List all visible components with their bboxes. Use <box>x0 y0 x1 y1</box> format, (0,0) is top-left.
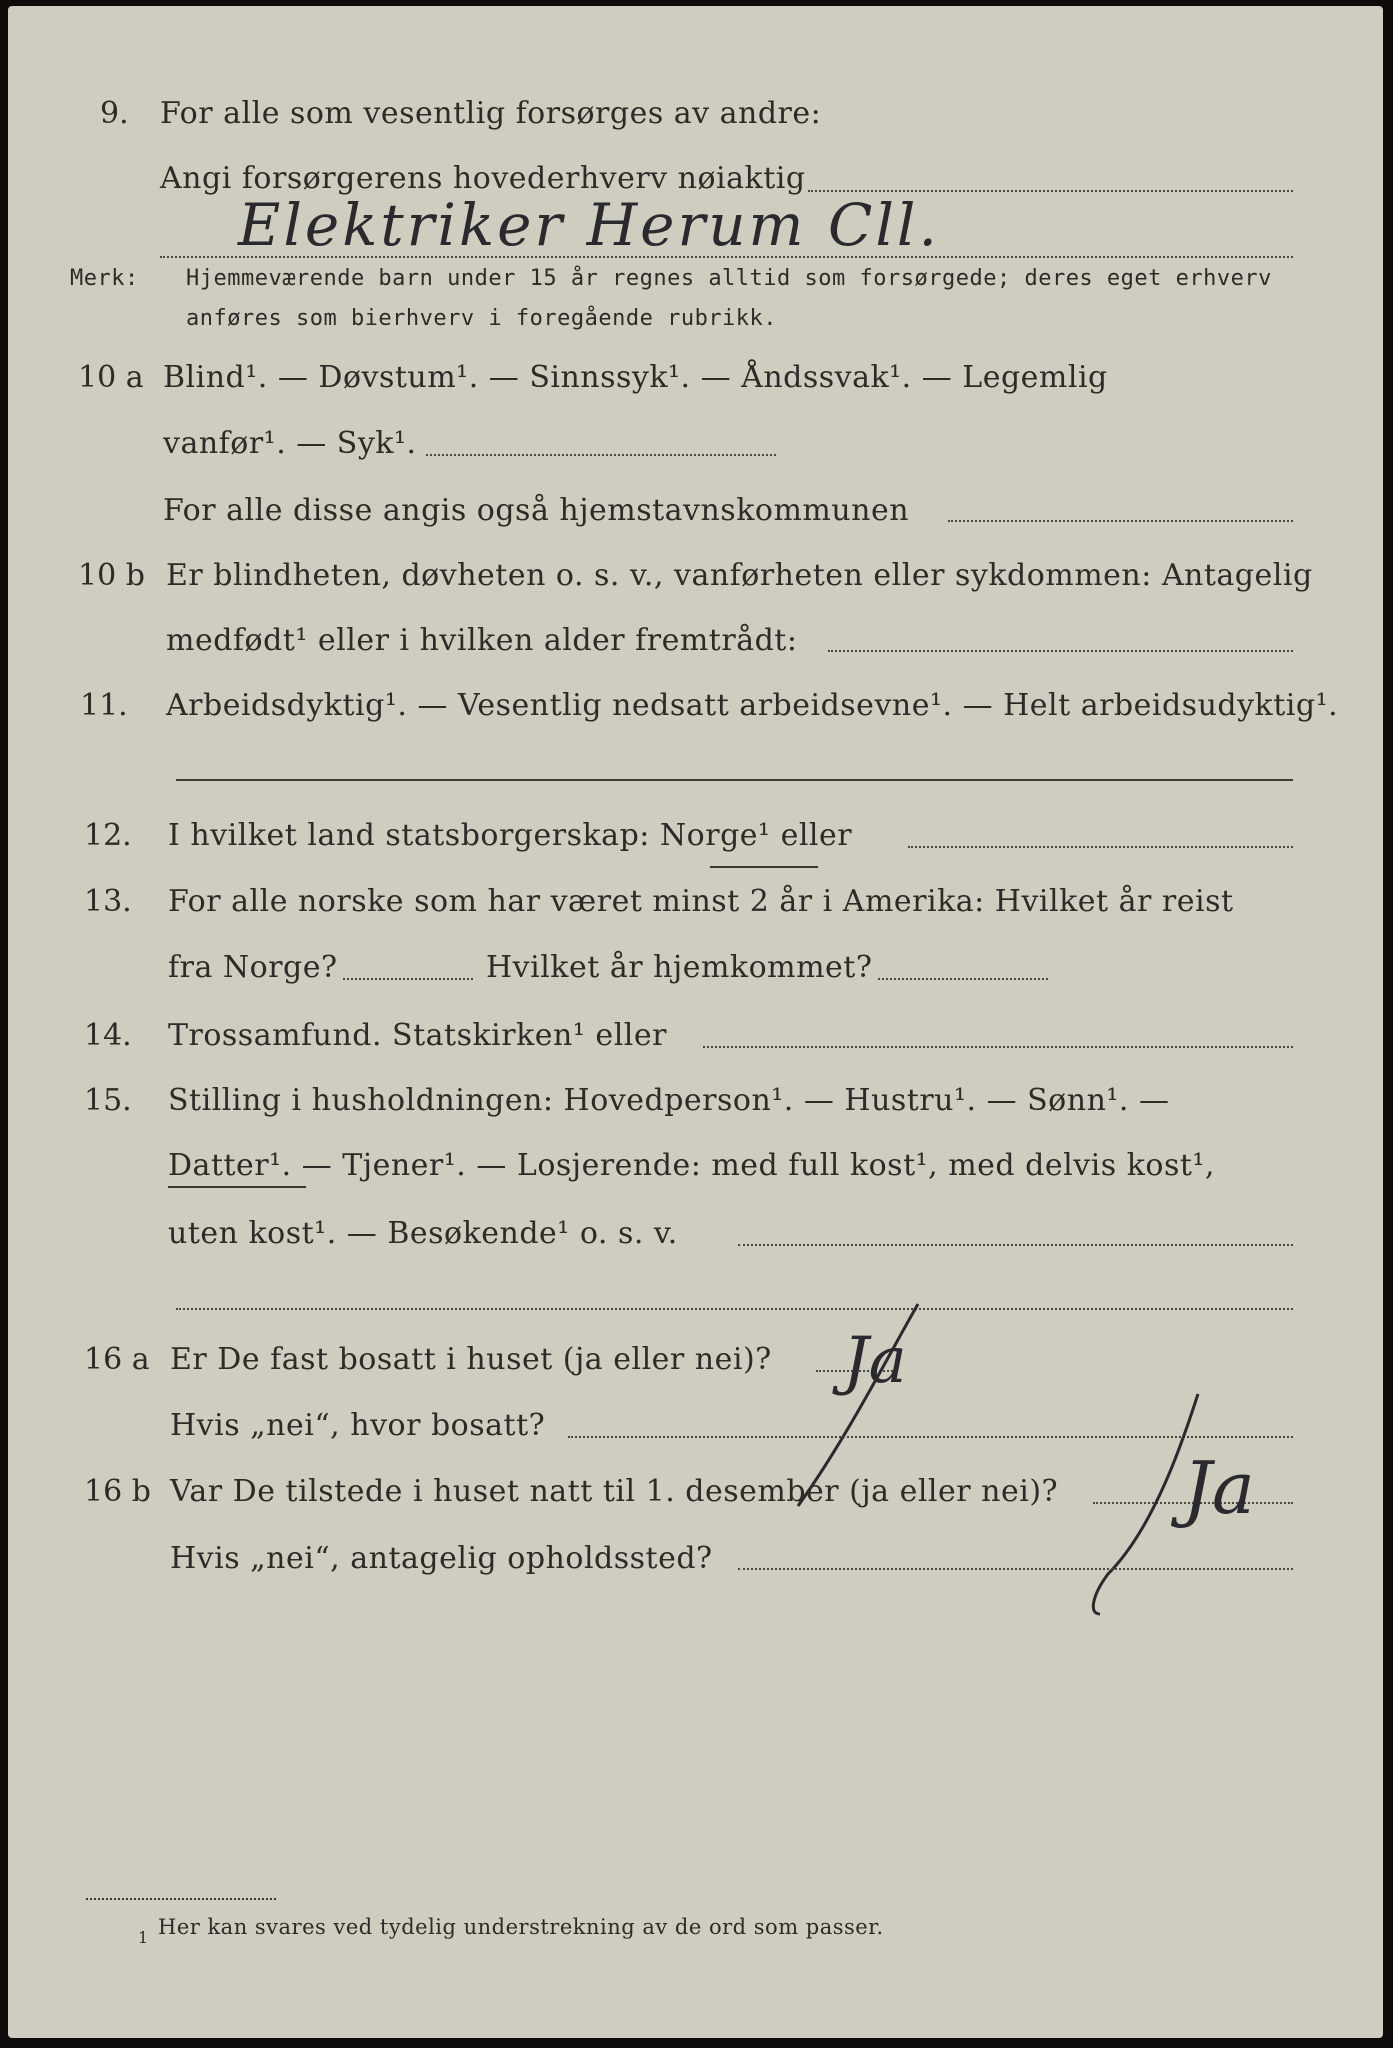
footnote-text: Her kan svares ved tydelig understrekning av de ord som passer. <box>158 1915 884 1939</box>
q15-answer-line <box>738 1244 1293 1246</box>
q10a-line2: vanfør¹. — Syk¹. <box>163 426 417 461</box>
q14-line1: Trossamfund. Statskirken¹ eller <box>168 1018 667 1053</box>
q16b-line1: Var De tilstede i huset natt til 1. desember (ja eller nei)? <box>170 1474 1059 1509</box>
q16b-whereabouts-line <box>738 1568 1293 1570</box>
q10b-line2: medfødt¹ eller i hvilken alder fremtrådt: <box>166 623 798 658</box>
q10a-number: 10 a <box>78 360 144 395</box>
q13-year-returned-line <box>878 978 1048 980</box>
q12-line1: I hvilket land statsborgerskap: Norge¹ eller <box>168 818 853 853</box>
q16a-line1: Er De fast bosatt i huset (ja eller nei)? <box>170 1342 772 1377</box>
q16b-handwritten-answer: Ja <box>1183 1446 1255 1530</box>
q16b-line2: Hvis „nei“, antagelig opholdssted? <box>170 1541 713 1576</box>
footnote-mark: 1 <box>138 1928 149 1947</box>
q16b-number: 16 b <box>84 1474 151 1509</box>
q11-line1: Arbeidsdyktig¹. — Vesentlig nedsatt arbeidsevne¹. — Helt arbeidsudyktig¹. <box>166 688 1339 723</box>
q15-line1: Stilling i husholdningen: Hovedperson¹. — Hustru¹. — Sønn¹. — <box>168 1083 1170 1118</box>
q10b-number: 10 b <box>78 558 145 593</box>
separator-rule-1 <box>176 779 1293 781</box>
datter-underline <box>168 1186 306 1188</box>
footnote-rule <box>86 1898 276 1900</box>
q9-line2: Angi forsørgerens hovederhverv nøiaktig <box>160 161 806 196</box>
q12-answer-line <box>908 846 1293 848</box>
census-form-page <box>8 6 1383 2038</box>
merk-line1: Hjemmeværende barn under 15 år regnes alltid som forsørgede; deres eget erhverv <box>186 266 1272 291</box>
q10b-answer-line <box>828 650 1293 652</box>
q10a-hometown-line <box>948 520 1293 522</box>
q16a-number: 16 a <box>84 1342 150 1377</box>
q10a-answer-line <box>426 454 776 456</box>
separator-rule-2 <box>176 1308 1293 1310</box>
q10a-line3: For alle disse angis også hjemstavnskommunen <box>163 493 910 528</box>
q13-line2a: fra Norge? <box>168 950 338 985</box>
q16a-line2: Hvis „nei“, hvor bosatt? <box>170 1408 546 1443</box>
q10b-line1: Er blindheten, døvheten o. s. v., vanførheten eller sykdommen: Antagelig <box>166 558 1313 593</box>
q11-number: 11. <box>80 688 128 723</box>
merk-line2: anføres som bierhverv i foregående rubrikk. <box>186 306 778 331</box>
q13-year-left-line <box>343 978 473 980</box>
q15-line3: uten kost¹. — Besøkende¹ o. s. v. <box>168 1216 678 1251</box>
norge-underline <box>710 866 818 868</box>
q16b-pen-stroke <box>1068 1384 1208 1624</box>
q10a-line1: Blind¹. — Døvstum¹. — Sinnssyk¹. — Åndssvak¹. — Legemlig <box>163 360 1108 395</box>
q14-answer-line <box>703 1046 1293 1048</box>
q13-number: 13. <box>84 884 132 919</box>
q9-handwritten-answer: Elektriker Herum Cll. <box>238 191 940 259</box>
q12-number: 12. <box>84 818 132 853</box>
q14-number: 14. <box>84 1018 132 1053</box>
q9-number: 9. <box>100 96 129 131</box>
merk-label: Merk: <box>70 266 139 291</box>
q15-line2: Datter¹. — Tjener¹. — Losjerende: med full kost¹, med delvis kost¹, <box>168 1148 1215 1183</box>
q9-line1: For alle som vesentlig forsørges av andre: <box>160 96 822 131</box>
q9-answer-line2 <box>160 256 1293 258</box>
q13-line2b: Hvilket år hjemkommet? <box>486 950 873 985</box>
q15-number: 15. <box>84 1083 132 1118</box>
q13-line1: For alle norske som har været minst 2 år i Amerika: Hvilket år reist <box>168 884 1234 919</box>
q16a-handwritten-answer: Ja <box>843 1324 907 1398</box>
